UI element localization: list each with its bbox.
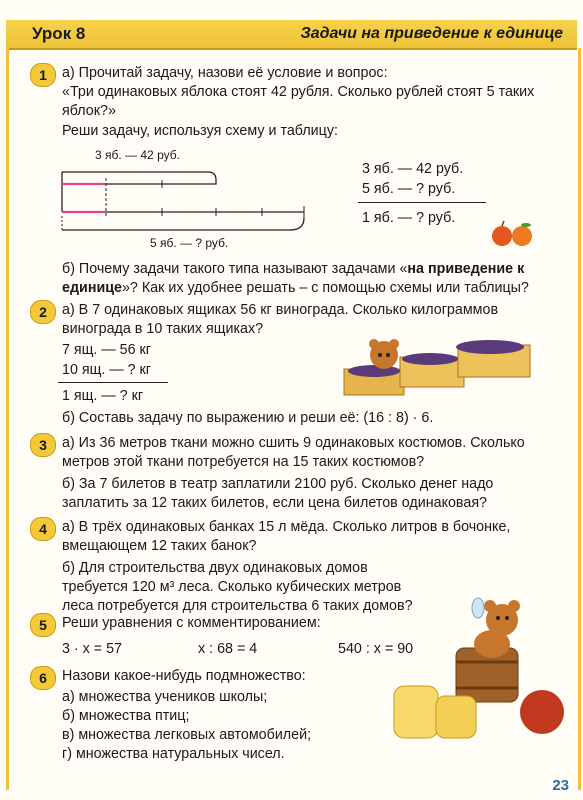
lesson-header <box>6 20 577 50</box>
equation-1: 3 · x = 57 <box>62 641 123 657</box>
task-6-item-c: в) множества легковых автомобилей; <box>62 727 312 743</box>
task-4-a-line2: вмещающем 12 таких банок? <box>62 538 257 554</box>
task-1-b-pre: б) Почему задачи такого типа называют задачами « <box>62 261 408 277</box>
task-1-b-bold2: единице <box>62 280 122 296</box>
task-1-b-line2 <box>62 279 529 298</box>
task-6-item-a: а) множества учеников школы; <box>62 689 268 705</box>
scheme-bottom-label: 5 яб. — ? руб. <box>150 236 229 250</box>
task-2-b-line1: б) Составь задачу по выражению и реши её: (16 : 8) · 6. <box>62 410 434 426</box>
task-1-a-line3: яблок?» <box>62 103 116 119</box>
task-1-a-line4: Реши задачу, используя схему и таблицу: <box>62 123 338 139</box>
scheme-top-label: 3 яб. — 42 руб. <box>95 148 180 162</box>
task-4-b-line3: леса потребуется для строительства 6 таких домов? <box>62 598 413 614</box>
task-2-badge: 2 <box>30 300 56 324</box>
task-5-badge: 5 <box>30 613 56 637</box>
task-3-a-line2: метров этой ткани потребуется на 15 таких костюмов? <box>62 454 425 470</box>
task-1-a-line1: а) Прочитай задачу, назови её условие и вопрос: <box>62 65 388 81</box>
task-4-a-line1: а) В трёх одинаковых банках 15 л мёда. Сколько литров в бочонке, <box>62 519 511 535</box>
task-2-table-rule <box>58 382 168 383</box>
task-6-badge: 6 <box>30 666 56 690</box>
segment-scheme <box>58 160 320 240</box>
bear-honey-barrel-illustration <box>386 582 566 748</box>
task-3-badge: 3 <box>30 433 56 457</box>
task-3-a-line1: а) Из 36 метров ткани можно сшить 9 одинаковых костюмов. Сколько <box>62 435 525 451</box>
task-2-table-row-2: 10 ящ. — ? кг <box>62 362 151 378</box>
task-1-table-rule <box>358 202 486 203</box>
task-3-b-line2: заплатить за 12 таких билетов, если цена билетов одинаковая? <box>62 495 488 511</box>
task-2-a-line2: винограда в 10 таких ящиках? <box>62 321 264 337</box>
task-1-table-row-1: 3 яб. — 42 руб. <box>362 161 464 177</box>
task-6-line1: Назови какое-нибудь подмножество: <box>62 668 306 684</box>
apples-illustration <box>490 220 536 248</box>
bear-grape-crates-illustration <box>340 335 536 401</box>
task-5-line1: Реши уравнения с комментированием: <box>62 615 321 631</box>
task-2-table-row-3: 1 ящ. — ? кг <box>62 388 144 404</box>
task-4-b-line1: б) Для строительства двух одинаковых домов <box>62 560 368 576</box>
task-2-table-row-1: 7 ящ. — 56 кг <box>62 342 151 358</box>
task-1-table-row-2: 5 яб. — ? руб. <box>362 181 456 197</box>
task-1-a-line2: «Три одинаковых яблока стоят 42 рубля. Сколько рублей стоят 5 таких <box>62 84 535 100</box>
lesson-topic: Задачи на приведение к единице <box>300 25 563 42</box>
task-1-b-post: »? Как их удобнее решать – с помощью схемы или таблицы? <box>121 280 529 296</box>
task-1-b-line1 <box>62 260 524 279</box>
task-1-table-row-3: 1 яб. — ? руб. <box>362 210 456 226</box>
task-3-b-line1: б) За 7 билетов в театр заплатили 2100 руб. Сколько денег надо <box>62 476 494 492</box>
equation-3: 540 : x = 90 <box>338 641 414 657</box>
task-1-b-bold1: на приведение к <box>407 261 525 277</box>
task-6-item-d: г) множества натуральных чисел. <box>62 746 285 762</box>
task-2-a-line1: а) В 7 одинаковых ящиках 56 кг винограда. Сколько килограммов <box>62 302 499 318</box>
page-number: 23 <box>552 777 569 794</box>
task-4-b-line2: требуется 120 м³ леса. Сколько кубических метров <box>62 579 402 595</box>
equation-2: x : 68 = 4 <box>198 641 258 657</box>
task-6-item-b: б) множества птиц; <box>62 708 190 724</box>
task-4-badge: 4 <box>30 517 56 541</box>
lesson-number: Урок 8 <box>32 24 86 43</box>
task-1-badge: 1 <box>30 63 56 87</box>
